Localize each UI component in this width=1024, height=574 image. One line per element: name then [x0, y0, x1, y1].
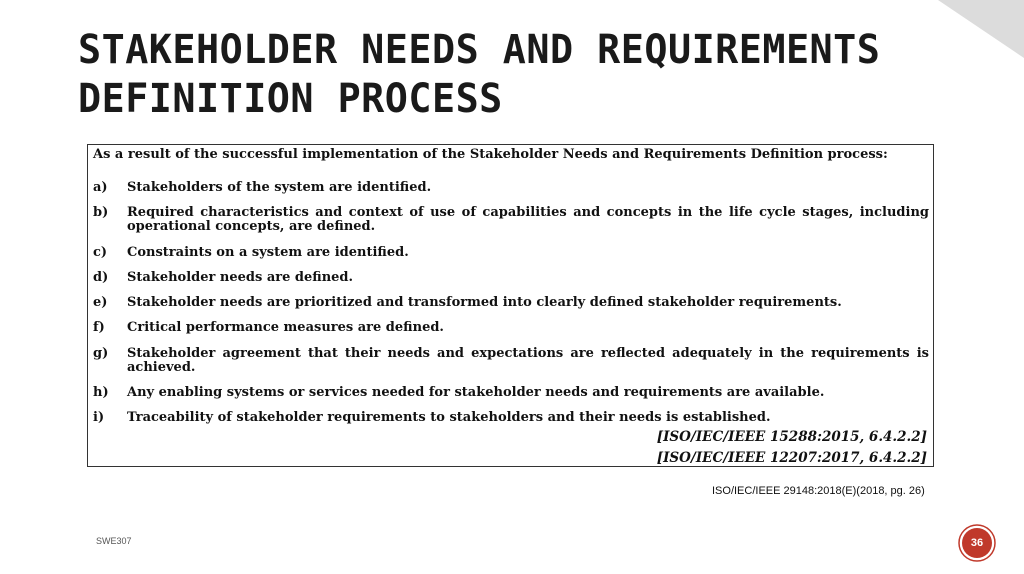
- list-item-text: Required characteristics and context of use of capabilities and concepts in the life cycle stages, including operational concepts, are defined.: [127, 205, 929, 234]
- list-item-letter: h): [93, 385, 109, 400]
- footer-course-code: SWE307: [96, 536, 132, 546]
- citation-15288: [ISO/IEC/IEEE 15288:2015, 6.4.2.2]: [656, 429, 927, 445]
- list-item-letter: b): [93, 205, 109, 220]
- list-item-text: Stakeholders of the system are identified.: [127, 180, 432, 195]
- citation-12207: [ISO/IEC/IEEE 12207:2017, 6.4.2.2]: [656, 450, 927, 466]
- list-item-letter: g): [93, 346, 109, 361]
- list-item-letter: i): [93, 410, 105, 425]
- list-item-letter: f): [93, 320, 105, 335]
- source-reference: ISO/IEC/IEEE 29148:2018(E)(2018, pg. 26): [712, 485, 925, 497]
- title-line-1: STAKEHOLDER NEEDS AND REQUIREMENTS: [78, 27, 881, 73]
- list-item-text: Traceability of stakeholder requirements to stakeholders and their needs is established.: [127, 410, 771, 425]
- list-item-text: Any enabling systems or services needed for stakeholder needs and requirements are available.: [127, 385, 825, 400]
- list-item-text: Stakeholder needs are defined.: [127, 270, 354, 285]
- corner-decoration: [928, 0, 1024, 58]
- list-item-text: Constraints on a system are identified.: [127, 245, 409, 260]
- list-item-letter: a): [93, 180, 108, 195]
- list-item-letter: c): [93, 245, 108, 260]
- list-item-text: Critical performance measures are defined.: [127, 320, 444, 335]
- list-item-letter: e): [93, 295, 108, 310]
- excerpt-intro: As a result of the successful implementation of the Stakeholder Needs and Requirements Definition process:: [93, 147, 888, 162]
- standard-excerpt-box: [87, 144, 934, 467]
- list-item-text: Stakeholder agreement that their needs and expectations are reflected adequately in the requirements is achieved.: [127, 346, 929, 375]
- page-number: 36: [970, 537, 984, 549]
- list-item-text: Stakeholder needs are prioritized and transformed into clearly defined stakeholder requirements.: [127, 295, 842, 310]
- slide-title: [78, 26, 880, 124]
- list-item-letter: d): [93, 270, 109, 285]
- title-line-2: DEFINITION PROCESS: [78, 76, 503, 122]
